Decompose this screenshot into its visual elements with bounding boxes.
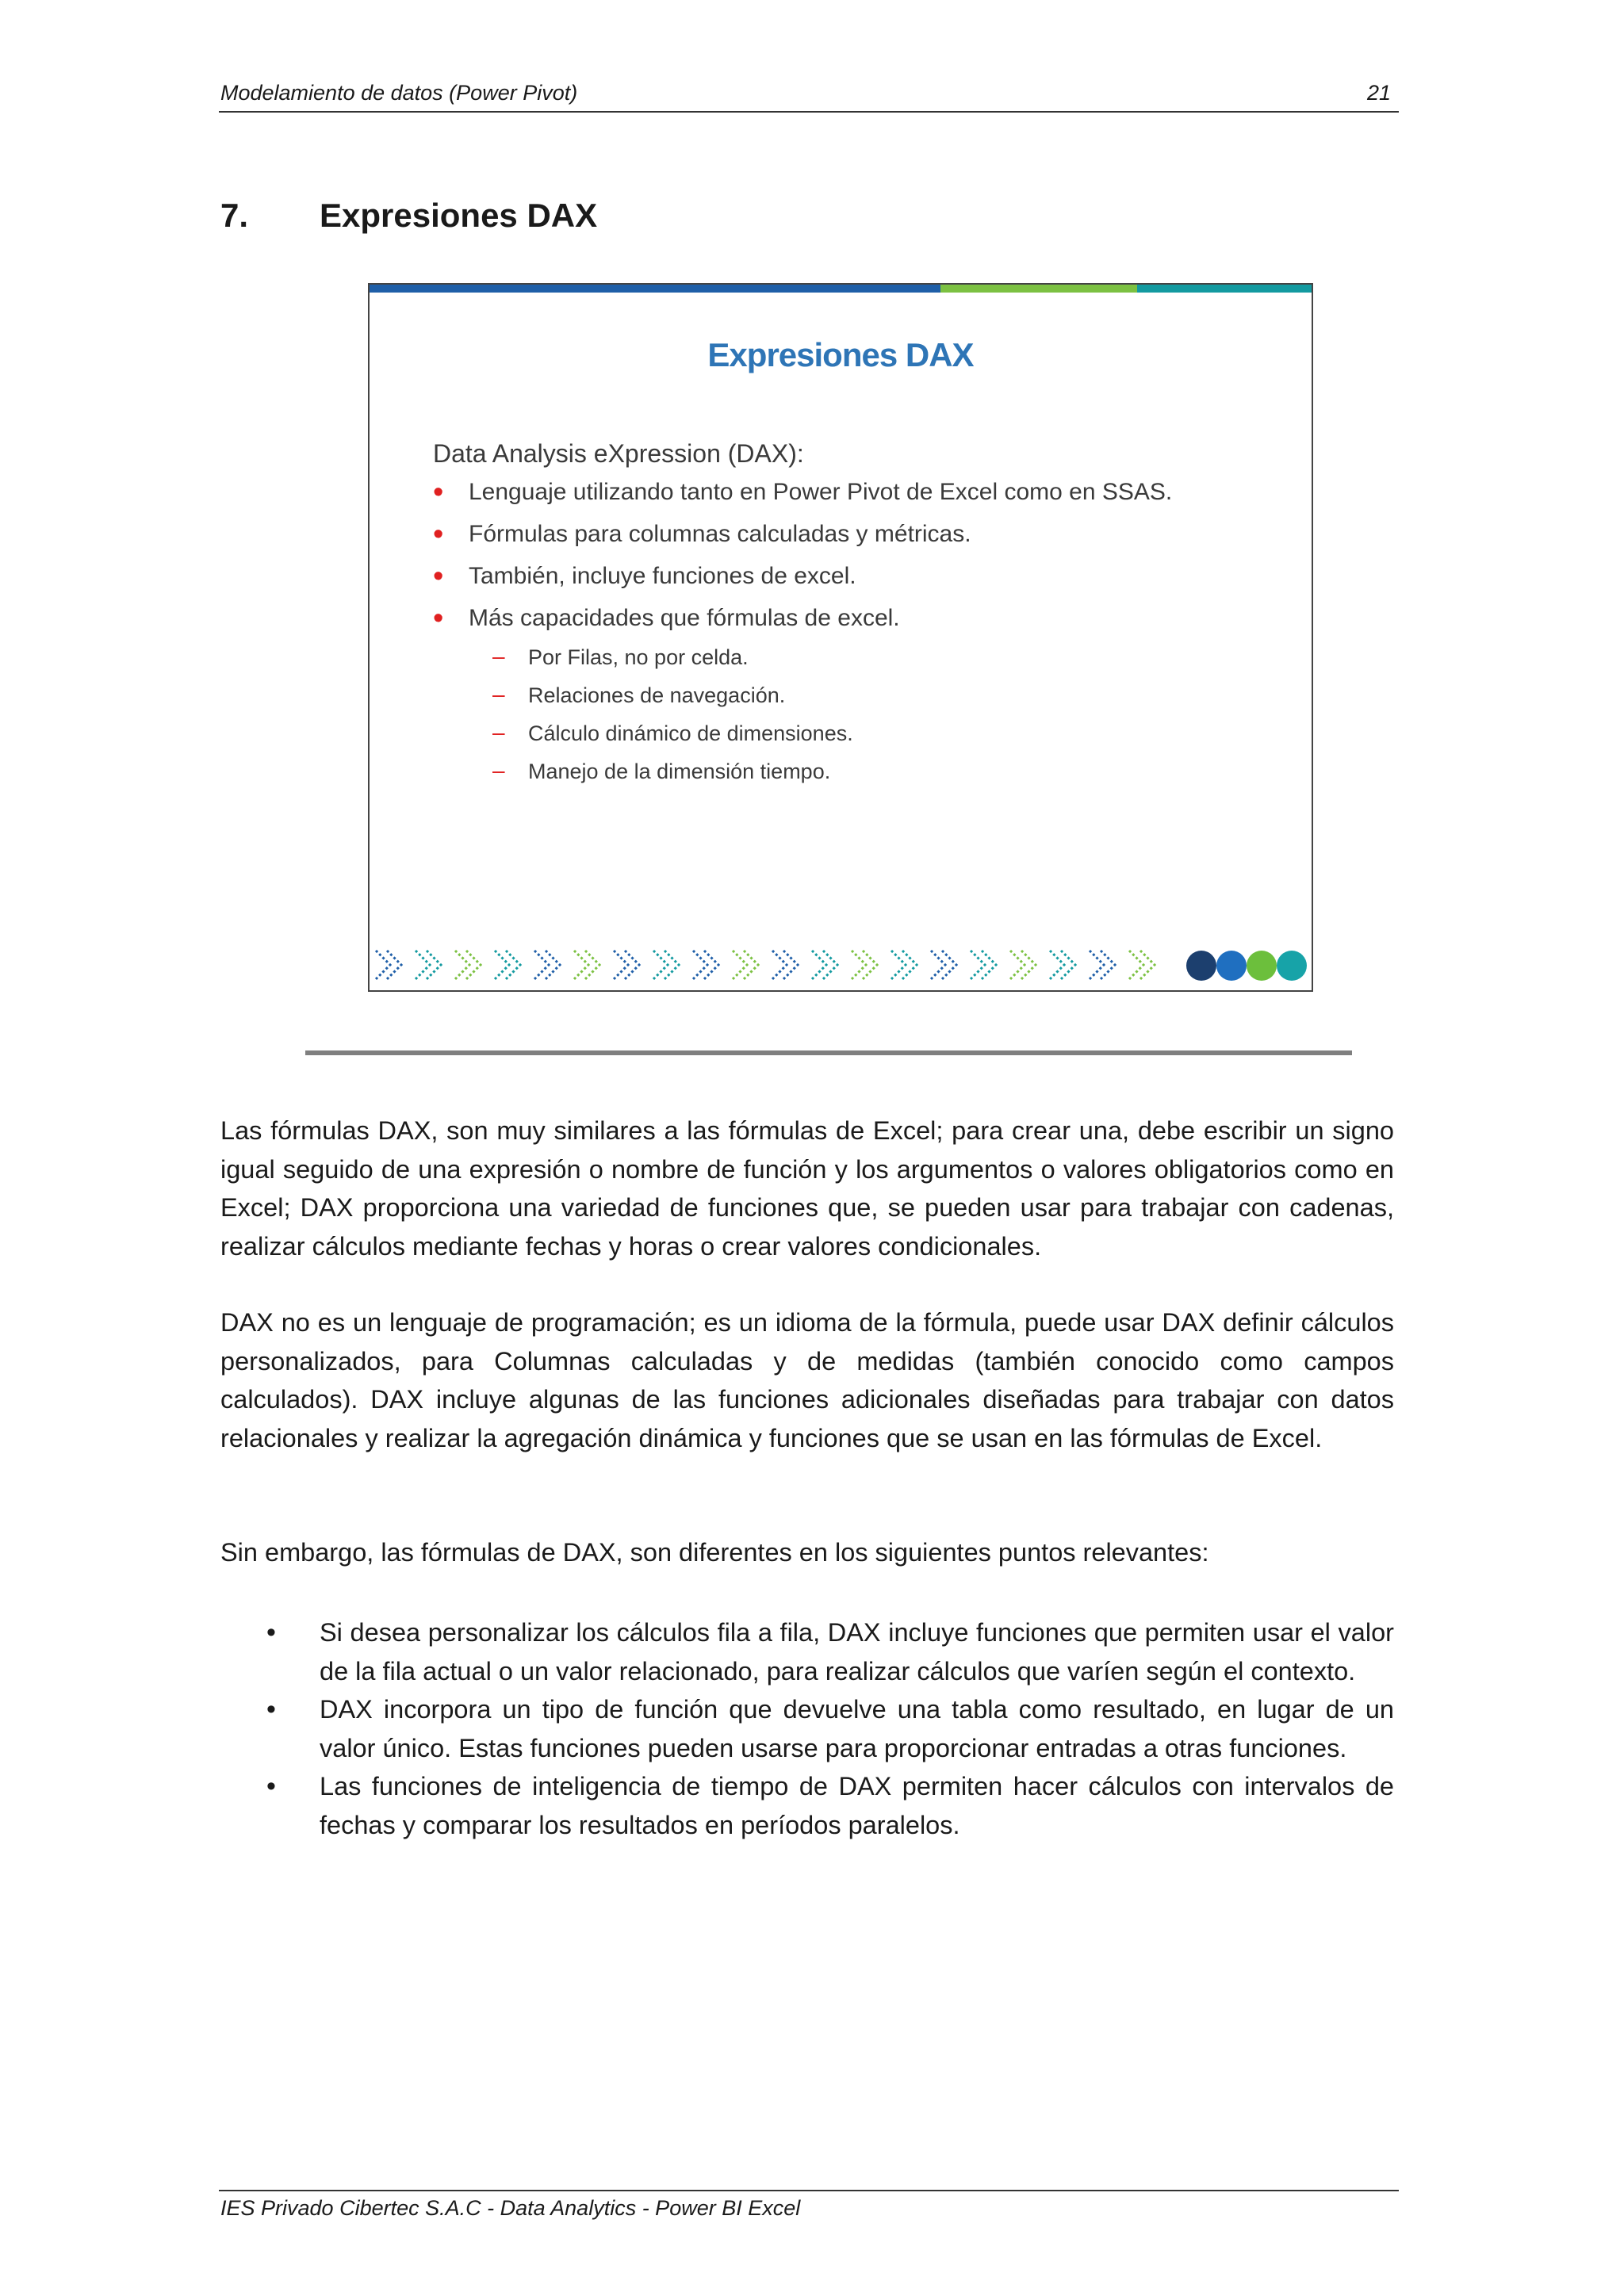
- slide-image: [368, 283, 1313, 992]
- slide-bullet: • También, incluye funciones de excel.: [433, 563, 1172, 605]
- chevron-mark: [891, 951, 906, 979]
- chevron-mark: [495, 951, 509, 979]
- bullet-item: • DAX incorpora un tipo de función que devuelve una tabla como resultado, en lugar de un valor único. Estas funciones pueden usarse para proporcionar entradas a otras funciones.: [220, 1690, 1394, 1767]
- chevron-mark: [376, 951, 390, 979]
- header-title: Modelamiento de datos (Power Pivot): [220, 81, 578, 105]
- chevron-mark: [812, 951, 826, 979]
- chevron-mark: [693, 951, 707, 979]
- slide-subbullet: – Relaciones de navegación.: [492, 683, 853, 721]
- section-heading: [220, 197, 597, 235]
- slide-intro: Data Analysis eXpression (DAX):: [433, 439, 804, 468]
- slide-title: Expresiones DAX: [707, 336, 974, 373]
- chevron-mark: [534, 951, 549, 979]
- chevron-mark: [1090, 951, 1104, 979]
- chevron-mark: [1129, 951, 1143, 979]
- shield-logo-icon: [1186, 951, 1216, 981]
- slide-bullet: • Más capacidades que fórmulas de excel.: [433, 605, 1172, 647]
- people-logo-icon: [1277, 951, 1307, 981]
- slide-subbullet: – Manejo de la dimensión tiempo.: [492, 760, 853, 798]
- bullet-item: • Las funciones de inteligencia de tiempo de DAX permiten hacer cálculos con intervalos de fechas y comparar los resultados en períodos paralelos.: [220, 1767, 1394, 1844]
- section-number: 7.: [220, 197, 249, 234]
- slide-bullet: • Fórmulas para columnas calculadas y métricas.: [433, 521, 1172, 563]
- bullet-list: [220, 1613, 1394, 1844]
- chevron-mark: [733, 951, 747, 979]
- circle-logo-icon: [1247, 951, 1277, 981]
- chevron-mark: [1010, 951, 1025, 979]
- footer-text: IES Privado Cibertec S.A.C - Data Analytics - Power BI Excel: [220, 2196, 801, 2220]
- slide-top-bar-green: [940, 285, 1137, 293]
- chevron-mark: [614, 951, 628, 979]
- slide-bullet-list: [433, 479, 1172, 647]
- figure-divider: [305, 1050, 1352, 1055]
- bullet-item: • Si desea personalizar los cálculos fila a fila, DAX incluye funciones que permiten usar el valor de la fila actual o un valor relacionado, para realizar cálculos que varíen según el contexto.: [220, 1613, 1394, 1690]
- slide-subbullet-list: [492, 645, 853, 798]
- slide-subbullet: – Cálculo dinámico de dimensiones.: [492, 721, 853, 760]
- chevron-mark: [772, 951, 787, 979]
- chevron-mark: [416, 951, 430, 979]
- page-header: [219, 79, 1399, 113]
- page-footer: [219, 2190, 1399, 2221]
- body-paragraph: Las fórmulas DAX, son muy similares a las fórmulas de Excel; para crear una, debe escribir un signo igual seguido de una expresión o nombre de función y los argumentos o valores obligatorios como en Excel; DAX proporciona una variedad de funciones que, se pueden usar para trabajar con cadenas, realizar cálculos mediante fechas y horas o crear valores condicionales.: [220, 1116, 1394, 1261]
- body-paragraph: DAX no es un lenguaje de programación; es un idioma de la fórmula, puede usar DAX definir cálculos personalizados, para Columnas calculadas y de medidas (también conocido como campos calculados). DAX incluye algunas de las funciones adicionales diseñadas para trabajar con datos relacionales y realizar la agregación dinámica y funciones que se usan en las fórmulas de Excel.: [220, 1308, 1394, 1452]
- chevron-mark: [852, 951, 866, 979]
- chevron-mark: [931, 951, 945, 979]
- section-title: Expresiones DAX: [320, 197, 598, 234]
- page-number: 21: [1366, 81, 1391, 105]
- slide-top-bar-blue: [370, 285, 940, 293]
- chevron-mark: [574, 951, 588, 979]
- chevron-pattern-decoration: [370, 943, 1178, 987]
- chevron-mark: [1050, 951, 1064, 979]
- circle-logo-icon: [1216, 951, 1247, 981]
- chevron-mark: [971, 951, 985, 979]
- chevron-mark: [653, 951, 668, 979]
- slide-top-bar-teal: [1137, 285, 1313, 293]
- slide-subbullet: – Por Filas, no por celda.: [492, 645, 853, 683]
- body-paragraph: Sin embargo, las fórmulas de DAX, son diferentes en los siguientes puntos relevantes:: [220, 1538, 1209, 1567]
- slide-bullet: • Lenguaje utilizando tanto en Power Pivot de Excel como en SSAS.: [433, 479, 1172, 521]
- chevron-mark: [455, 951, 469, 979]
